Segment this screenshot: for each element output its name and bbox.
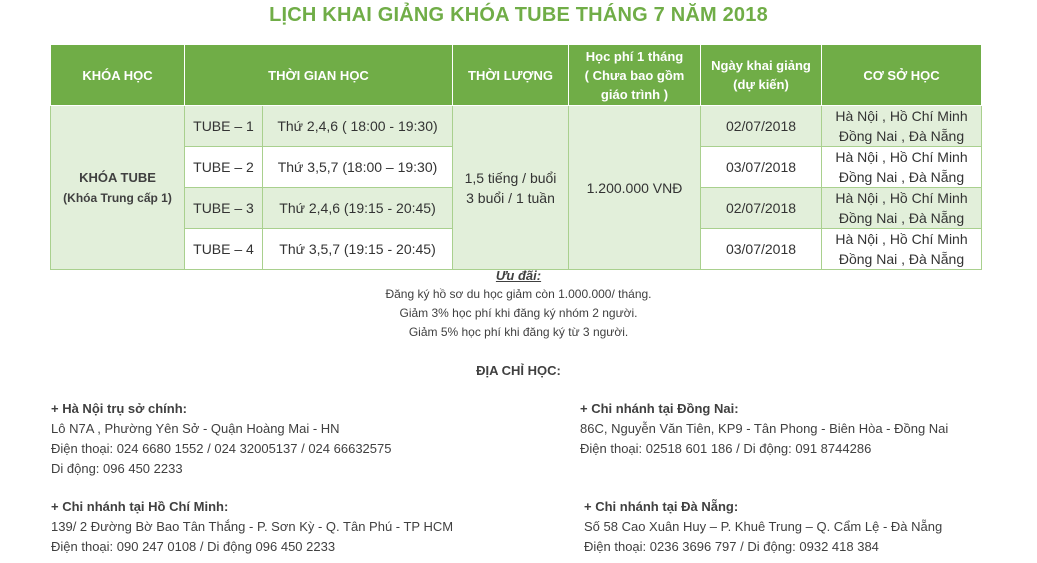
header-fee-line3: giáo trình ) bbox=[600, 86, 669, 102]
class-cell: TUBE – 3 bbox=[185, 188, 263, 229]
campus-cell bbox=[822, 188, 982, 229]
header-fee-line2: ( Chưa bao gồm bbox=[584, 67, 685, 83]
branch-line: 139/ 2 Đường Bờ Bao Tân Thắng - P. Sơn Kỳ - Q. Tân Phú - TP HCM bbox=[51, 519, 454, 534]
branch-name: + Chi nhánh tại Đồng Nai: bbox=[580, 401, 739, 416]
start-date-cell: 03/07/2018 bbox=[701, 229, 822, 270]
fee-cell: 1.200.000 VNĐ bbox=[569, 106, 701, 270]
branch-name: + Hà Nội trụ sở chính: bbox=[51, 401, 188, 416]
header-start-line2: (dự kiến) bbox=[733, 77, 789, 92]
time-cell: Thứ 2,4,6 ( 18:00 - 19:30) bbox=[263, 106, 453, 147]
time-cell: Thứ 3,5,7 (19:15 - 20:45) bbox=[263, 229, 453, 270]
schedule-table bbox=[50, 44, 982, 270]
header-campus: CƠ SỞ HỌC bbox=[822, 45, 982, 106]
branch-line: Điện thoại: 0236 3696 797 / Di động: 0932 418 384 bbox=[584, 539, 879, 554]
start-date-cell: 02/07/2018 bbox=[701, 188, 822, 229]
campus-cell bbox=[822, 147, 982, 188]
branch-line: Số 58 Cao Xuân Huy – P. Khuê Trung – Q. Cẩm Lệ - Đà Nẵng bbox=[584, 519, 943, 534]
class-cell: TUBE – 1 bbox=[185, 106, 263, 147]
branch-line: Điện thoại: 090 247 0108 / Di động 096 450 2233 bbox=[51, 539, 336, 554]
branch-line: Điện thoại: 02518 601 186 / Di động: 091 8744286 bbox=[580, 441, 872, 456]
header-start-line1: Ngày khai giảng bbox=[711, 58, 811, 73]
table-header-row bbox=[51, 45, 982, 106]
branch-da-nang bbox=[584, 497, 942, 557]
header-fee bbox=[569, 45, 701, 106]
campus-line2: Đồng Nai , Đà Nẵng bbox=[838, 210, 965, 226]
duration-line1: 1,5 tiếng / buổi bbox=[464, 169, 557, 186]
branch-line: Điện thoại: 024 6680 1552 / 024 32005137 / 024 66632575 bbox=[51, 441, 392, 456]
class-cell: TUBE – 2 bbox=[185, 147, 263, 188]
offer-line: Đăng ký hồ sơ du học giảm còn 1.000.000/ tháng. bbox=[385, 287, 652, 301]
duration-cell bbox=[453, 106, 569, 270]
branch-dong-nai bbox=[580, 399, 948, 459]
header-schedule: THỜI GIAN HỌC bbox=[185, 45, 453, 106]
start-date-cell: 02/07/2018 bbox=[701, 106, 822, 147]
campus-line1: Hà Nội , Hồ Chí Minh bbox=[835, 231, 968, 247]
page-title: LỊCH KHAI GIẢNG KHÓA TUBE THÁNG 7 NĂM 2018 bbox=[269, 4, 768, 26]
offer-title: Ưu đãi: bbox=[495, 268, 542, 283]
campus-cell bbox=[822, 106, 982, 147]
branch-name: + Chi nhánh tại Hồ Chí Minh: bbox=[51, 499, 229, 514]
start-date-cell: 03/07/2018 bbox=[701, 147, 822, 188]
header-fee-line1: Học phí 1 tháng bbox=[585, 48, 684, 64]
campus-line1: Hà Nội , Hồ Chí Minh bbox=[835, 108, 968, 124]
branch-line: 86C, Nguyễn Văn Tiên, KP9 - Tân Phong - Biên Hòa - Đồng Nai bbox=[580, 421, 949, 436]
duration-line2: 3 buổi / 1 tuần bbox=[466, 189, 555, 206]
branch-ho-chi-minh bbox=[51, 497, 453, 557]
offer-line: Giảm 5% học phí khi đăng ký từ 3 người. bbox=[408, 325, 629, 339]
branch-name: + Chi nhánh tại Đà Nẵng: bbox=[584, 499, 739, 514]
table-row bbox=[51, 106, 982, 147]
campus-line2: Đồng Nai , Đà Nẵng bbox=[838, 169, 965, 185]
branch-line: Lô N7A , Phường Yên Sở - Quận Hoàng Mai - HN bbox=[51, 421, 340, 436]
offer-section bbox=[0, 266, 1037, 342]
campus-cell bbox=[822, 229, 982, 270]
address-heading: ĐỊA CHỈ HỌC: bbox=[476, 363, 561, 378]
branch-line: Di động: 096 450 2233 bbox=[51, 461, 183, 476]
campus-line1: Hà Nội , Hồ Chí Minh bbox=[835, 149, 968, 165]
campus-line1: Hà Nội , Hồ Chí Minh bbox=[835, 190, 968, 206]
course-name: KHÓA TUBE bbox=[79, 169, 156, 185]
time-cell: Thứ 3,5,7 (18:00 – 19:30) bbox=[263, 147, 453, 188]
branch-hanoi bbox=[51, 399, 391, 479]
campus-line2: Đồng Nai , Đà Nẵng bbox=[838, 251, 965, 267]
offer-line: Giảm 3% học phí khi đăng ký nhóm 2 người. bbox=[399, 306, 638, 320]
header-start bbox=[701, 45, 822, 106]
course-subtitle: (Khóa Trung cấp 1) bbox=[63, 190, 172, 205]
header-duration: THỜI LƯỢNG bbox=[453, 45, 569, 106]
class-cell: TUBE – 4 bbox=[185, 229, 263, 270]
course-cell bbox=[51, 106, 185, 270]
time-cell: Thứ 2,4,6 (19:15 - 20:45) bbox=[263, 188, 453, 229]
header-course: KHÓA HỌC bbox=[51, 45, 185, 106]
campus-line2: Đồng Nai , Đà Nẵng bbox=[838, 128, 965, 144]
